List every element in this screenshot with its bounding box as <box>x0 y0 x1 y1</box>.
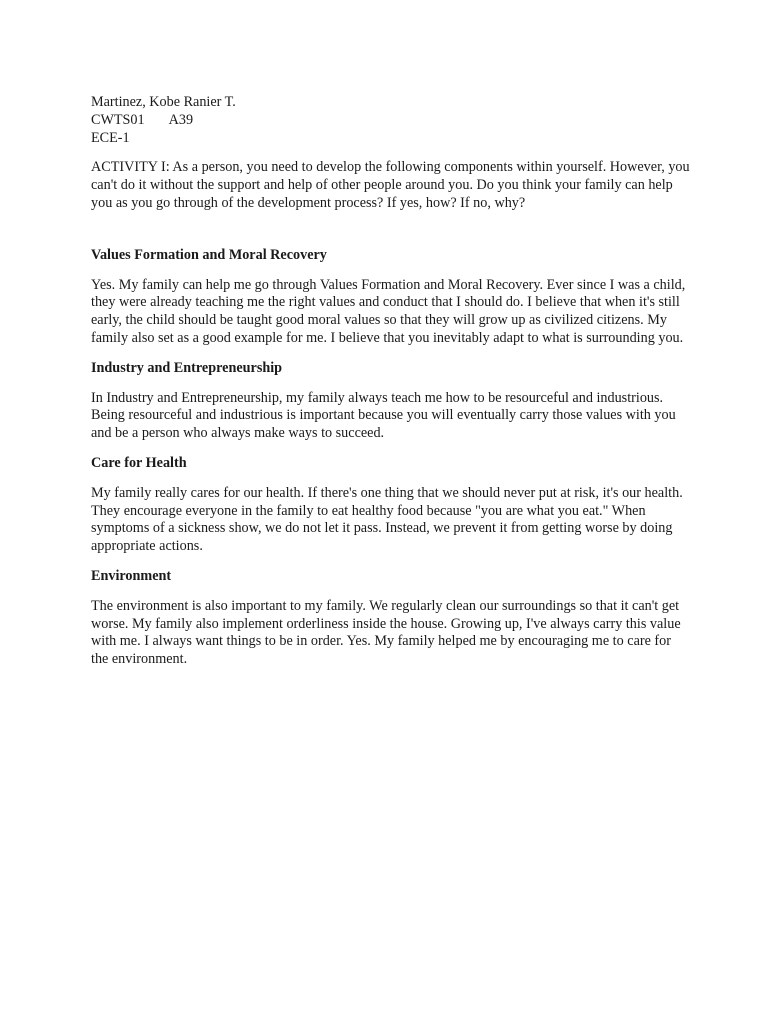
spacer <box>91 265 691 277</box>
program-code: ECE-1 <box>91 129 130 146</box>
section-body-health: My family really cares for our health. If there's one thing that we should never put at risk, it's our health. They encourage everyone in the family to eat healthy food because "you are what you eat." When symptoms of a sickness show, we do not let it pass. Instead, we prevent it from getting worse by doing appropriate actions. <box>91 484 683 555</box>
section-body-values: Yes. My family can help me go through Values Formation and Moral Recovery. Ever since I was a child, they were already teaching me the right values and conduct that I should do. I believe that when it's still early, the child should be taught good moral values so that they will grow up as civilized citizens. My family also set as a good example for me. I believe that you inevitably adapt to what is surrounding you. <box>91 276 686 346</box>
student-name: Martinez, Kobe Ranier T. <box>91 94 236 110</box>
spacer <box>91 378 691 390</box>
activity-prompt: ACTIVITY I: As a person, you need to develop the following components within yourself. However, you can't do it without the support and help of other people around you. Do you think your family can help you as you go through of the development process? If yes, how? If no, why? <box>91 159 690 211</box>
spacer <box>91 235 691 247</box>
spacer <box>91 556 691 568</box>
spacer <box>91 443 691 455</box>
course-section: CWTS01 A39 <box>91 111 194 128</box>
spacer <box>91 586 691 598</box>
section-heading-health: Care for Health <box>91 454 187 471</box>
section-heading-values: Values Formation and Moral Recovery <box>91 246 327 263</box>
spacer <box>91 147 691 159</box>
section-body-industry: In Industry and Entrepreneurship, my family always teach me how to be resourceful and industrious. Being resourceful and industrious is important because you will eventually carry those values with you and be a person who always make ways to succeed. <box>91 389 676 442</box>
spacer <box>91 473 691 485</box>
spacer <box>91 213 691 235</box>
spacer <box>91 348 691 360</box>
document-content <box>91 94 691 669</box>
section-heading-environment: Environment <box>91 567 172 584</box>
section-heading-industry: Industry and Entrepreneurship <box>91 359 283 376</box>
section-body-environment: The environment is also important to my family. We regularly clean our surroundings so that it can't get worse. My family also implement orderliness inside the house. Growing up, I've always carry this value with me. I always want things to be in order. Yes. My family helped me by encouraging me to care for the environment. <box>91 597 681 668</box>
